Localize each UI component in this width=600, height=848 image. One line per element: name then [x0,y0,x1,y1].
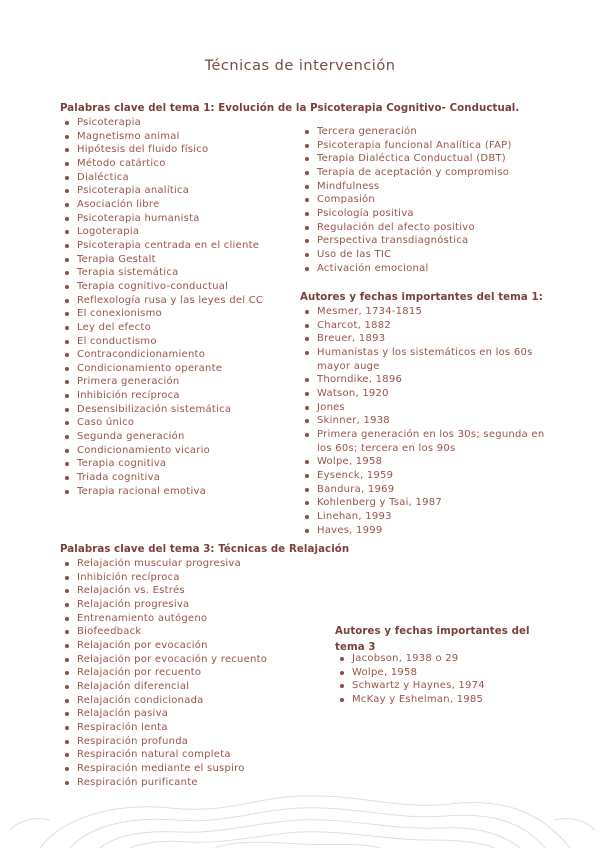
keyword-item: Condicionamiento operante [60,362,300,376]
autores3-list [335,652,555,707]
author-item: Watson, 1920 [300,387,545,401]
autores1-heading: Autores y fechas importantes del tema 1: [300,292,543,303]
keyword-item: Respiración profunda [60,735,320,749]
author-item: Charcot, 1882 [300,319,545,333]
author-item: Mesmer, 1734-1815 [300,305,545,319]
keyword-item: Relajación por evocación y recuento [60,653,320,667]
keyword-item: El conductismo [60,335,300,349]
page-title: Técnicas de intervención [204,58,396,74]
keyword-item: Mindfulness [300,180,560,194]
keyword-item: Reflexología rusa y las leyes del CC [60,294,300,308]
keyword-item: Respiración natural completa [60,748,320,762]
author-item: Primera generación en los 30s; segunda en los 60s; tercera en los 90s [300,428,545,455]
tema1-heading: Palabras clave del tema 1: Evolución de la Psicoterapia Cognitivo- Conductual. [60,103,520,114]
keyword-item: Uso de las TIC [300,248,560,262]
keyword-item: Relajación muscular progresiva [60,557,320,571]
author-item: Schwartz y Haynes, 1974 [335,679,555,693]
keyword-item: Contracondicionamiento [60,348,300,362]
author-item: Breuer, 1893 [300,332,545,346]
author-item: Haves, 1999 [300,524,545,538]
keyword-item: Terapia cognitiva [60,457,300,471]
keyword-item: Relajación vs. Estrés [60,584,320,598]
keyword-item: Magnetismo animal [60,130,300,144]
keyword-item: Asociación libre [60,198,300,212]
keyword-item: Regulación del afecto positivo [300,221,560,235]
keyword-item: Segunda generación [60,430,300,444]
keyword-item: Respiración mediante el suspiro [60,762,320,776]
keyword-item: Método catártico [60,157,300,171]
keyword-item: Tercera generación [300,125,560,139]
keyword-item: Inhibición recíproca [60,389,300,403]
keyword-item: El conexionismo [60,307,300,321]
keyword-item: Respiración purificante [60,776,320,790]
tema1-keyword-list-col1 [60,116,300,498]
keyword-item: Relajación progresiva [60,598,320,612]
author-item: Wolpe, 1958 [300,455,545,469]
keyword-item: Dialéctica [60,171,300,185]
author-item: Jacobson, 1938 o 29 [335,652,555,666]
keyword-item: Terapia Gestalt [60,253,300,267]
keyword-item: Compasión [300,193,560,207]
keyword-item: Inhibición recíproca [60,571,320,585]
author-item: Kohlenberg y Tsai, 1987 [300,496,545,510]
tema3-keyword-list [60,557,320,789]
autores1-list [300,305,545,537]
keyword-item: Relajación por recuento [60,666,320,680]
keyword-item: Activación emocional [300,262,560,276]
keyword-item: Psicoterapia centrada en el cliente [60,239,300,253]
keyword-item: Biofeedback [60,625,320,639]
keyword-item: Hipótesis del fluido físico [60,143,300,157]
keyword-item: Desensibilización sistemática [60,403,300,417]
keyword-item: Triada cognitiva [60,471,300,485]
keyword-item: Logoterapia [60,225,300,239]
author-item: Humanistas y los sistemáticos en los 60s mayor auge [300,346,545,373]
topographic-lines-decoration [0,790,600,848]
tema3-heading: Palabras clave del tema 3: Técnicas de Relajación [60,544,350,555]
keyword-item: Psicoterapia funcional Analítica (FAP) [300,139,560,153]
keyword-item: Primera generación [60,375,300,389]
keyword-item: Psicología positiva [300,207,560,221]
author-item: Jones [300,401,545,415]
keyword-item: Relajación pasiva [60,707,320,721]
keyword-item: Psicoterapia analítica [60,184,300,198]
author-item: Eysenck, 1959 [300,469,545,483]
autores3-heading: Autores y fechas importantes del tema 3 [335,626,530,653]
tema1-keyword-list-col2 [300,125,560,275]
author-item: Wolpe, 1958 [335,666,555,680]
keyword-item: Psicoterapia [60,116,300,130]
keyword-item: Respiración lenta [60,721,320,735]
author-item: Linehan, 1993 [300,510,545,524]
keyword-item: Condicionamiento vicario [60,444,300,458]
keyword-item: Relajación condicionada [60,694,320,708]
keyword-item: Perspectiva transdiagnóstica [300,234,560,248]
keyword-item: Terapia racional emotiva [60,485,300,499]
keyword-item: Ley del efecto [60,321,300,335]
keyword-item: Terapia Dialéctica Conductual (DBT) [300,152,560,166]
keyword-item: Relajación por evocación [60,639,320,653]
author-item: Skinner, 1938 [300,414,545,428]
keyword-item: Caso único [60,416,300,430]
keyword-item: Psicoterapia humanista [60,212,300,226]
keyword-item: Terapia cognitivo-conductual [60,280,300,294]
keyword-item: Terapia sistemática [60,266,300,280]
author-item: McKay y Eshelman, 1985 [335,693,555,707]
author-item: Thorndike, 1896 [300,373,545,387]
keyword-item: Entrenamiento autógeno [60,612,320,626]
keyword-item: Relajación diferencial [60,680,320,694]
keyword-item: Terapia de aceptación y compromiso [300,166,560,180]
author-item: Bandura, 1969 [300,483,545,497]
